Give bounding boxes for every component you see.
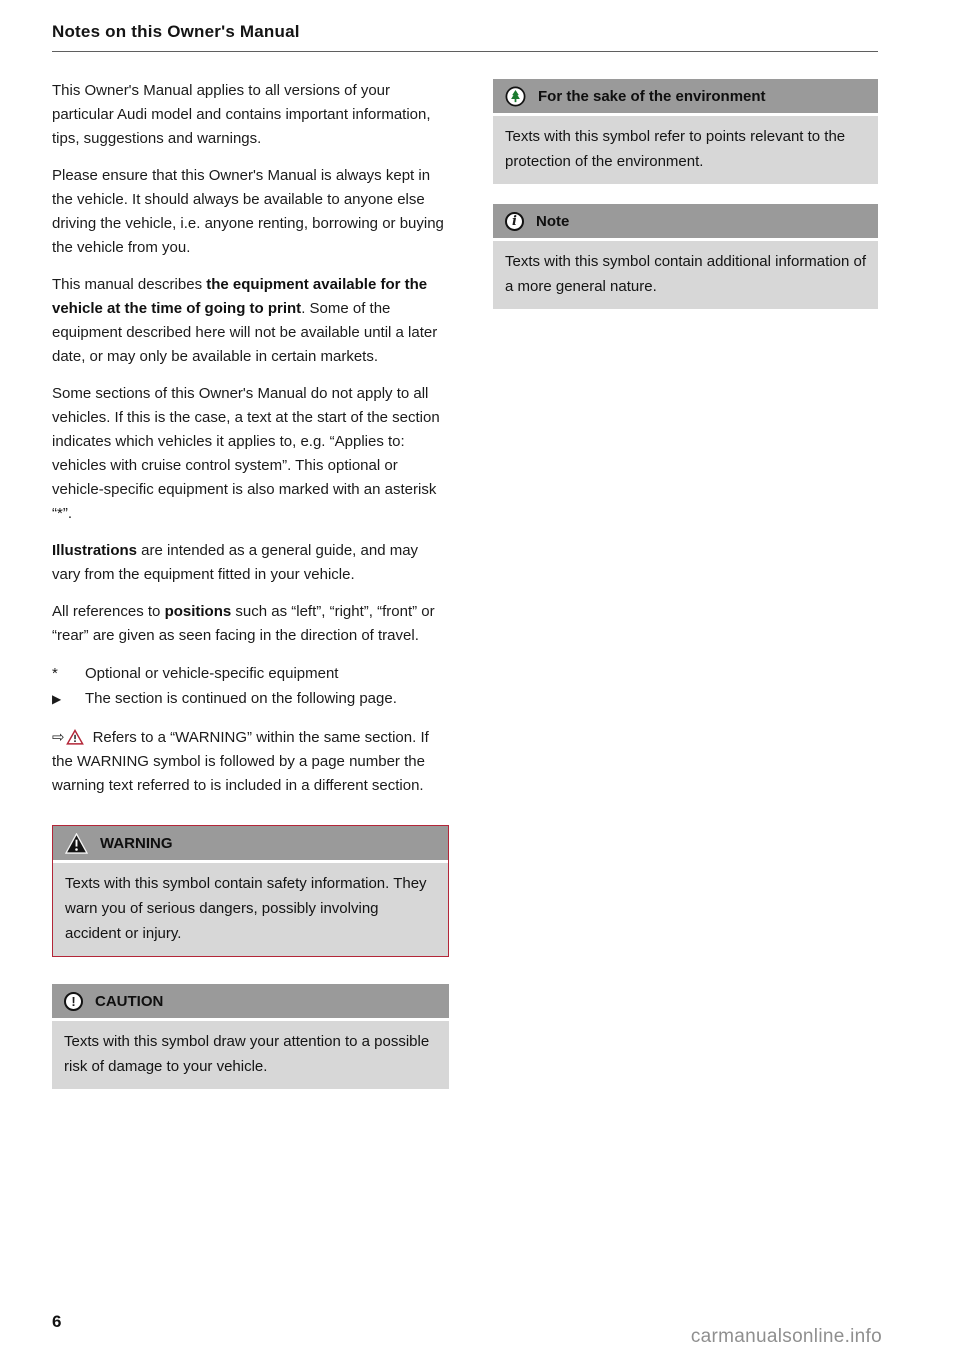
warning-reference-note [52,726,449,798]
paragraph-keep-in-vehicle: Please ensure that this Owner's Manual is always kept in the vehicle. It should always be available to anyone else driving the vehicle, i.e. anyone renting, borrowing or buying the vehicle from you. [52,167,444,256]
right-column [493,79,878,309]
rightwards-arrow-icon: ⇨ [52,729,65,746]
page-number: 6 [52,1312,62,1331]
legend-item-asterisk [52,661,449,686]
text-segment: All references to [52,603,165,620]
environment-box-body: Texts with this symbol refer to points relevant to the protection of the environment. [493,116,878,184]
text-segment: Refers to a “WARNING” within the same section. If the WARNING symbol is followed by a page number the warning text referred to is included in a different section. [52,729,429,794]
text-segment: . Some of the equipment described here will not be available until a later date, or may only be available in certain markets. [52,300,438,365]
warning-triangle-icon [65,833,88,854]
legend-item-continuation [52,686,449,712]
caution-box-body: Texts with this symbol draw your attention to a possible risk of damage to your vehicle. [52,1021,449,1089]
paragraph-positions [52,600,449,648]
environment-box-title: For the sake of the environment [538,87,766,105]
caution-box-title: CAUTION [95,992,164,1010]
note-box [493,204,878,309]
note-info-icon: i [505,212,524,231]
header-divider [52,51,878,52]
text-segment-bold: positions [164,603,232,620]
paragraph-equipment [52,273,449,369]
text-segment: such as “left”, “right”, “front” or “rear” are given as seen facing in the direction of travel. [52,603,435,644]
text-segment-bold: Illustrations [52,542,138,559]
continuation-triangle-icon: ▶ [52,692,62,706]
asterisk-marker: * [52,665,58,682]
caution-box-header [52,984,449,1018]
environment-box-header [493,79,878,113]
left-column [52,79,449,1089]
warning-box-title: WARNING [100,834,173,852]
legend-text: The section is continued on the following page. [85,690,397,707]
watermark: carmanualsonline.info [690,1326,882,1347]
note-box-body: Texts with this symbol contain additional information of a more general nature. [493,241,878,309]
environment-tree-icon [505,86,526,107]
caution-box [52,984,449,1089]
warning-box [52,825,449,957]
paragraph-illustrations [52,539,449,587]
warning-box-body: Texts with this symbol contain safety information. They warn you of serious dangers, possibly involving accident or injury. [53,863,448,956]
symbol-legend [52,661,449,712]
inline-warning-triangle-icon [66,729,84,745]
text-segment: are intended as a general guide, and may vary from the equipment fitted in your vehicle. [52,542,419,583]
note-box-title: Note [536,212,570,230]
text-segment: This manual describes [52,276,207,293]
paragraph-applies: This Owner's Manual applies to all versions of your particular Audi model and contains important information, tips, suggestions and warnings. [52,82,431,147]
warning-box-header [53,826,448,860]
caution-exclamation-icon: ! [64,992,83,1011]
paragraph-sections: Some sections of this Owner's Manual do not apply to all vehicles. If this is the case, a text at the start of the section indicates which vehicles it applies to, e.g. “Applies to: vehicles with cruise control system”. This optional or vehicle-specific equipment is also marked with an asterisk “*”. [52,385,440,522]
page-title: Notes on this Owner's Manual [52,22,300,41]
note-box-header [493,204,878,238]
legend-text: Optional or vehicle-specific equipment [85,665,339,682]
two-column-layout [52,79,878,1089]
environment-box [493,79,878,184]
text-segment-bold: the equipment available for the vehicle at the time of going to print [52,276,428,317]
